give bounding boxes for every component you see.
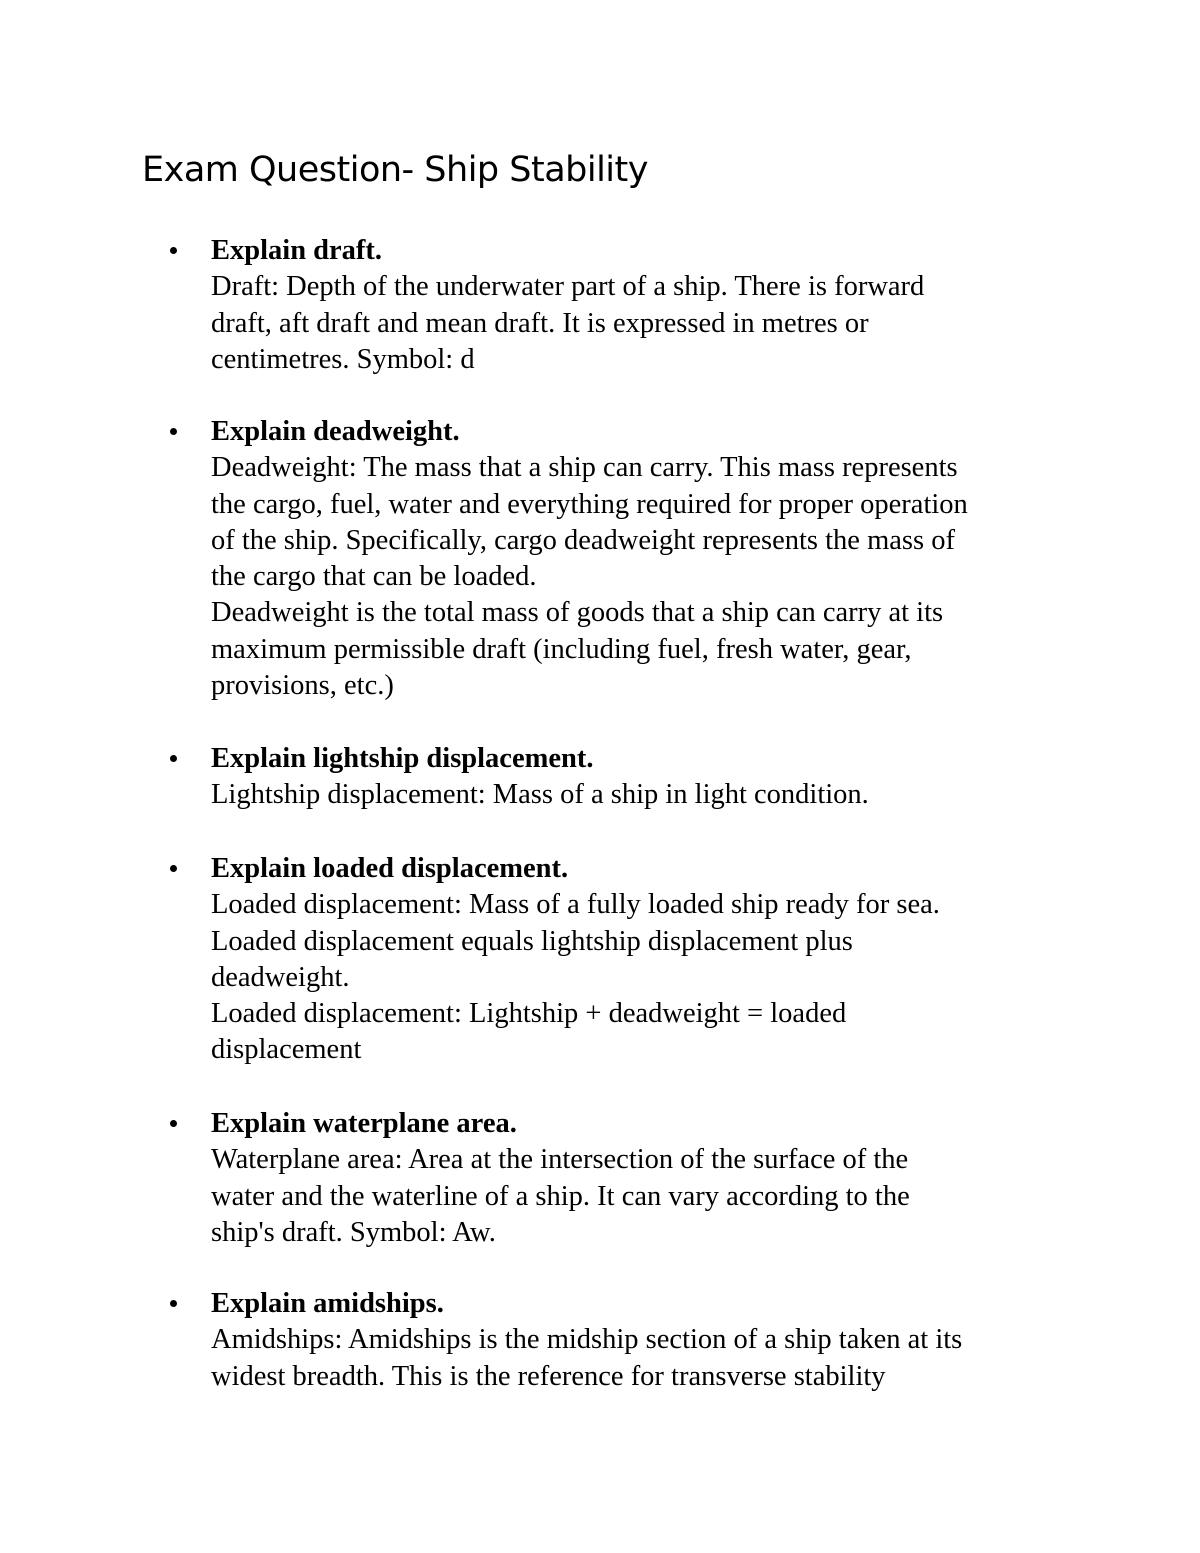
bullet-icon — [170, 755, 177, 762]
answer-line: deadweight. — [211, 961, 350, 993]
question-block — [211, 233, 1061, 378]
answer-line: centimetres. Symbol: d — [211, 343, 475, 375]
bullet-icon — [170, 865, 177, 872]
question-text: Explain loaded displacement. — [211, 853, 569, 884]
bullet-icon — [170, 1120, 177, 1127]
document-title: Exam Question- Ship Stability — [142, 150, 648, 190]
question-block — [211, 1286, 1061, 1395]
answer-line: Loaded displacement equals lightship displacement plus — [211, 925, 853, 957]
answer-text — [211, 1322, 1061, 1395]
answer-line: water and the waterline of a ship. It can vary according to the — [211, 1180, 910, 1212]
bullet-icon — [170, 428, 177, 435]
answer-line: the cargo, fuel, water and everything required for proper operation — [211, 488, 968, 520]
answer-line: Loaded displacement: Mass of a fully loaded ship ready for sea. — [211, 889, 940, 921]
question-block — [211, 851, 1061, 1069]
question-text: Explain lightship displacement. — [211, 743, 594, 774]
answer-text — [211, 887, 1061, 1068]
question-text: Explain waterplane area. — [211, 1108, 517, 1139]
question-text: Explain deadweight. — [211, 416, 460, 447]
answer-line: Loaded displacement: Lightship + deadweight = loaded — [211, 998, 847, 1030]
answer-line: provisions, etc.) — [211, 670, 394, 702]
bullet-icon — [170, 247, 177, 254]
answer-line: Amidships: Amidships is the midship section of a ship taken at its — [211, 1324, 963, 1356]
answer-line: Deadweight is the total mass of goods that a ship can carry at its — [211, 597, 944, 629]
answer-text — [211, 450, 1061, 704]
answer-text — [211, 1142, 1061, 1251]
answer-line: of the ship. Specifically, cargo deadweight represents the mass of — [211, 524, 955, 556]
question-block — [211, 741, 1061, 814]
answer-line: Waterplane area: Area at the intersection of the surface of the — [211, 1144, 909, 1176]
answer-line: Deadweight: The mass that a ship can carry. This mass represents — [211, 452, 958, 484]
answer-line: Draft: Depth of the underwater part of a ship. There is forward — [211, 271, 925, 303]
question-text: Explain amidships. — [211, 1288, 444, 1319]
answer-text — [211, 269, 1061, 378]
answer-line: ship's draft. Symbol: Aw. — [211, 1216, 496, 1248]
answer-line: widest breadth. This is the reference for transverse stability — [211, 1360, 886, 1392]
answer-text — [211, 777, 1061, 813]
answer-line: draft, aft draft and mean draft. It is expressed in metres or — [211, 307, 869, 339]
answer-line: Lightship displacement: Mass of a ship in light condition. — [211, 779, 869, 811]
answer-line: maximum permissible draft (including fuel, fresh water, gear, — [211, 633, 912, 665]
question-block — [211, 414, 1061, 704]
answer-line: displacement — [211, 1034, 362, 1066]
bullet-icon — [170, 1300, 177, 1307]
question-block — [211, 1106, 1061, 1251]
answer-line: the cargo that can be loaded. — [211, 561, 537, 593]
question-text: Explain draft. — [211, 235, 383, 266]
